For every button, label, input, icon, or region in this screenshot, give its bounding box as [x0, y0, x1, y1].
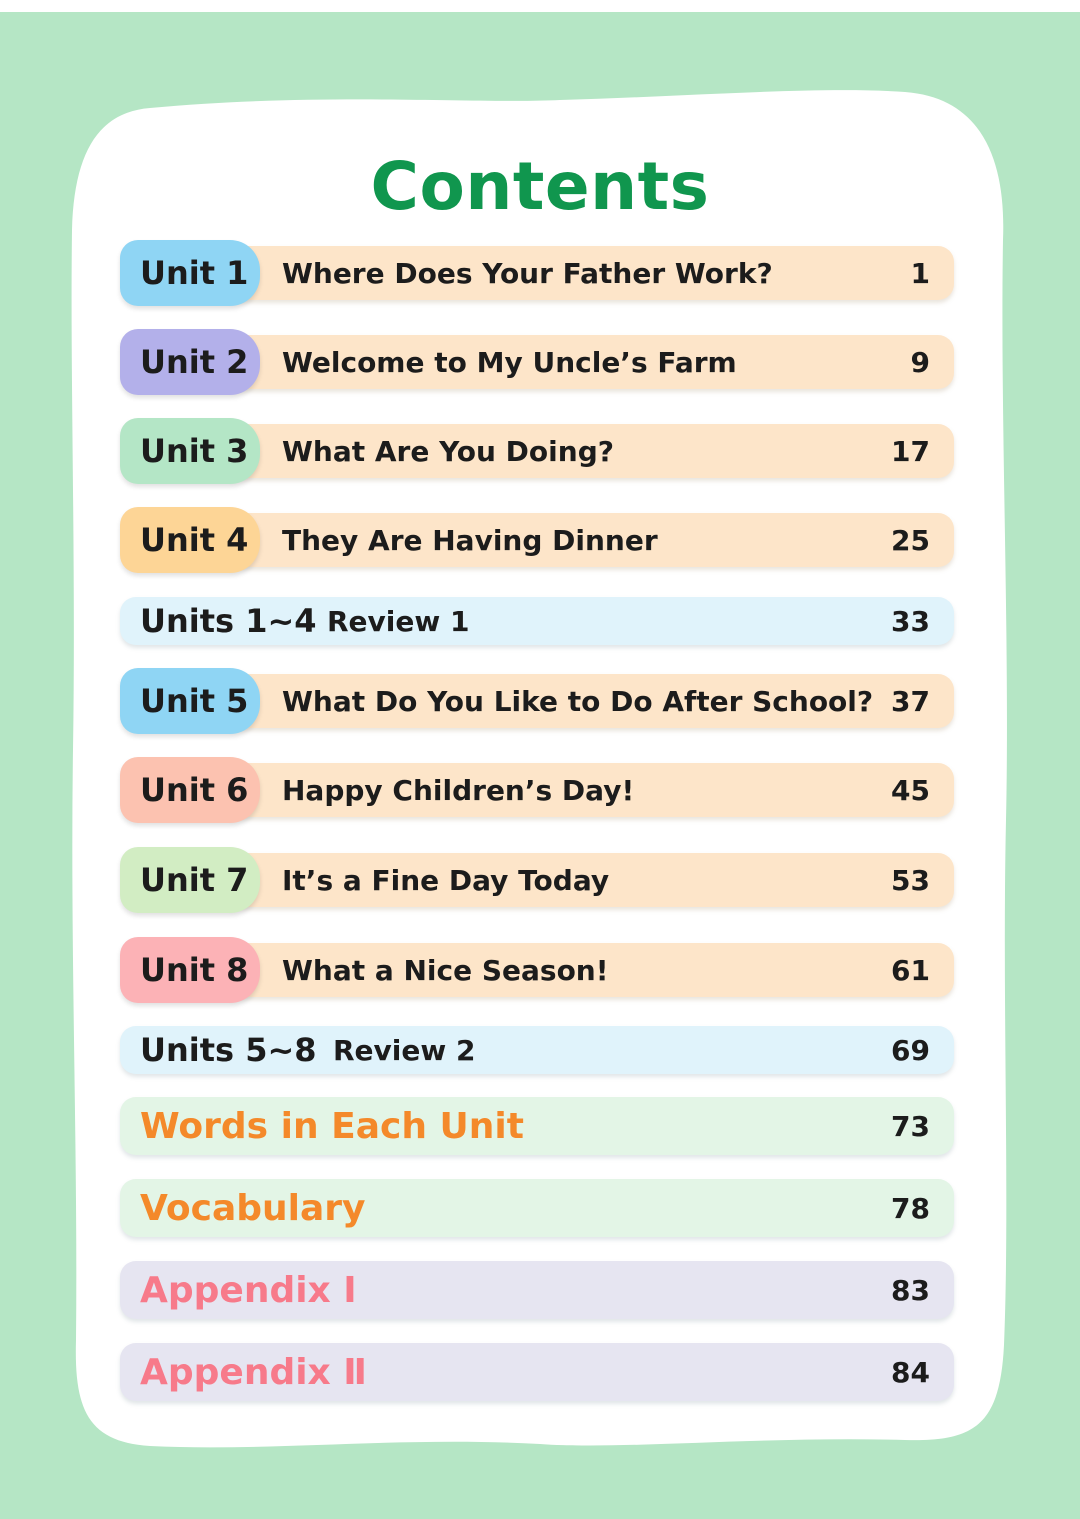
page-number: 61 — [891, 953, 930, 987]
toc-row-unit-7[interactable] — [120, 847, 954, 913]
page-number: 78 — [891, 1191, 930, 1225]
page-number: 25 — [891, 523, 930, 557]
review-title: Review 1 — [327, 604, 470, 638]
unit-title: What Are You Doing? — [282, 434, 614, 468]
unit-title: Welcome to My Uncle’s Farm — [282, 345, 737, 379]
toc-row-unit-3[interactable] — [120, 418, 954, 484]
page-number: 1 — [910, 256, 930, 290]
unit-label: Unit 6 — [140, 771, 249, 809]
toc-row-unit-5[interactable] — [120, 668, 954, 734]
unit-label: Unit 1 — [140, 254, 249, 292]
toc-row-unit-6[interactable] — [120, 757, 954, 823]
toc-row-unit-8[interactable] — [120, 937, 954, 1003]
page-number: 17 — [891, 434, 930, 468]
unit-title: Happy Children’s Day! — [282, 773, 635, 807]
extra-label: Appendix Ⅱ — [140, 1351, 368, 1393]
unit-label: Unit 8 — [140, 951, 249, 989]
unit-label: Unit 4 — [140, 521, 249, 559]
review-units-label: Units 5~8 — [140, 1031, 317, 1069]
unit-label: Unit 7 — [140, 861, 249, 899]
toc-row-appendix-1[interactable] — [120, 1261, 954, 1319]
page-number: 53 — [891, 863, 930, 897]
review-units-label: Units 1~4 — [140, 602, 317, 640]
toc-row-unit-4[interactable] — [120, 507, 954, 573]
page-number: 73 — [891, 1109, 930, 1143]
unit-title: What a Nice Season! — [282, 953, 609, 987]
page-number: 83 — [891, 1273, 930, 1307]
toc-row-review-2[interactable] — [120, 1026, 954, 1074]
page-number: 69 — [891, 1033, 930, 1067]
page-number: 37 — [891, 684, 930, 718]
toc-row-words-in-each-unit[interactable] — [120, 1097, 954, 1155]
extra-label: Appendix Ⅰ — [140, 1269, 357, 1311]
extra-label: Vocabulary — [140, 1187, 366, 1229]
page-number: 33 — [891, 604, 930, 638]
unit-title: It’s a Fine Day Today — [282, 863, 610, 897]
toc-row-unit-2[interactable] — [120, 329, 954, 395]
unit-title: They Are Having Dinner — [282, 523, 658, 557]
toc-row-appendix-2[interactable] — [120, 1343, 954, 1401]
page-number: 45 — [891, 773, 930, 807]
unit-label: Unit 2 — [140, 343, 249, 381]
extra-label: Words in Each Unit — [140, 1105, 524, 1147]
page-number: 84 — [891, 1355, 930, 1389]
toc-row-vocabulary[interactable] — [120, 1179, 954, 1237]
toc-row-review-1[interactable] — [120, 597, 954, 645]
page-number: 9 — [910, 345, 930, 379]
unit-title: Where Does Your Father Work? — [282, 256, 773, 290]
unit-title: What Do You Like to Do After School? — [282, 684, 874, 718]
toc-row-unit-1[interactable] — [120, 240, 954, 306]
unit-label: Unit 5 — [140, 682, 249, 720]
page-title: Contents — [370, 148, 710, 225]
review-title: Review 2 — [333, 1033, 476, 1067]
unit-label: Unit 3 — [140, 432, 249, 470]
